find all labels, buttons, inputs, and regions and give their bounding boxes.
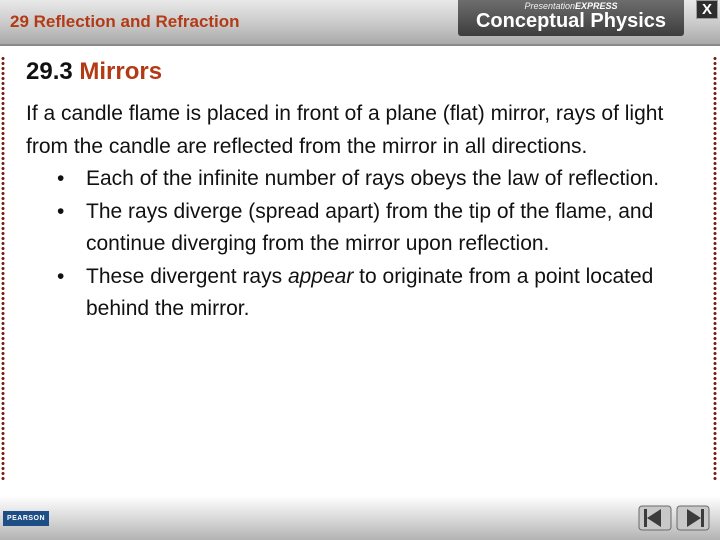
- bullet-list: [26, 163, 666, 326]
- bullet-dot-icon: •: [57, 199, 65, 223]
- brand-title: Conceptual Physics: [475, 10, 667, 32]
- header-divider: [0, 44, 720, 46]
- brand-subtitle-light: Presentation: [524, 1, 575, 11]
- previous-slide-button[interactable]: [638, 504, 672, 532]
- chapter-title: 29 Reflection and Refraction: [10, 12, 240, 31]
- section-number: 29.3: [26, 58, 73, 85]
- bullet-text: The rays diverge (spread apart) from the tip of the flame, and continue diverging from the mirror upon reflection.: [86, 199, 654, 255]
- emphasis-word: appear: [287, 264, 354, 288]
- bullet-text-after: to originate from a point located behind the mirror.: [86, 264, 654, 320]
- right-dotted-border: [713, 56, 717, 481]
- brand-subtitle-bold: EXPRESS: [575, 1, 618, 11]
- close-button[interactable]: X: [696, 0, 718, 19]
- next-slide-button[interactable]: [676, 504, 710, 532]
- bullet-item: [26, 261, 666, 326]
- next-arrow-icon: [676, 504, 710, 532]
- pearson-logo: PEARSON: [3, 511, 49, 526]
- slide-heading: [26, 58, 162, 86]
- brand-logo: [458, 0, 684, 36]
- bullet-item: [26, 163, 666, 196]
- footer-bar: [0, 496, 720, 540]
- bullet-text-before: These divergent rays: [86, 264, 288, 288]
- previous-arrow-icon: [638, 504, 672, 532]
- bullet-text: [86, 265, 653, 321]
- section-name: Mirrors: [79, 58, 163, 85]
- slide-body: [26, 98, 666, 326]
- intro-paragraph: If a candle flame is placed in front of a plane (flat) mirror, rays of light from the candle are reflected from the mirror in all directions.: [26, 102, 664, 158]
- bullet-text: Each of the infinite number of rays obeys the law of reflection.: [86, 167, 660, 190]
- bullet-dot-icon: •: [57, 264, 65, 288]
- left-dotted-border: [1, 56, 5, 481]
- bullet-dot-icon: •: [57, 167, 65, 190]
- bullet-item: [26, 196, 666, 261]
